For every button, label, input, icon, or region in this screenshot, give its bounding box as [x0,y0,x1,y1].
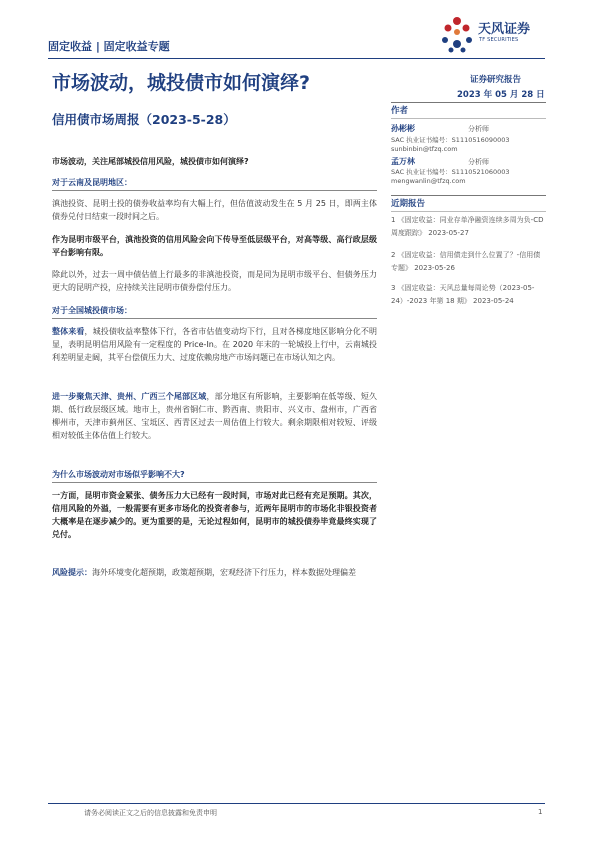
section-heading-yunnan: 对于云南及昆明地区： [52,177,377,191]
brand-name: 天风证券 [478,22,531,37]
author-name: 孙彬彬 [391,124,415,133]
authors-heading: 作者 [391,106,409,116]
paragraph-text: ，部分地区有所影响，主要影响在低等级、短久期、低行政层级区域。地市上，贵州省铜仁市、黔西南、贵阳市、兴义市、盘州市，广西省柳州市，天津市蓟州区、宝坻区、西青区过去一周估值上行较大。剩余期限相对较短、评级相对较低主体估值上行较大。 [52,392,377,440]
author-email[interactable]: sunbinbin@tfzq.com [391,145,458,153]
footer-disclaimer: 请务必阅读正文之后的信息披露和免责申明 [84,809,217,817]
recent-report-link[interactable]: 1 《固定收益：同业存单净融资连续多周为负-CD 周度跟踪》 2023-05-27 [391,216,544,237]
report-category: 固定收益 | 固定收益专题 [48,40,170,53]
author-email[interactable]: mengwanlin@tfzq.com [391,177,466,185]
recent-report-link[interactable]: 2 《固定收益：信用债走到什么位置了？-信用债专题》 2023-05-26 [391,251,541,272]
risk-warning [52,566,377,579]
page-subtitle: 信用债市场周报（2023-5-28） [52,112,236,127]
section-heading-why: 为什么市场波动对市场似乎影响不大? [52,469,377,483]
recent-divider [391,195,546,196]
risk-warning-text: 海外环境变化超预期，政策超预期，宏观经济下行压力，样本数据处理偏差 [92,568,356,577]
header-divider [48,58,545,59]
author-role: 分析师 [468,125,489,133]
page-title: 市场波动，城投债市如何演绎? [52,72,311,94]
paragraph [52,390,377,442]
paragraph-emphasis: 作为昆明市级平台，滇池投资的信用风险会向下传导至低层级平台，对高等级、高行政层级平台影响有限。 [52,235,377,257]
paragraph-lead: 进一步聚焦天津、贵州、广西三个尾部区域 [52,392,207,401]
author-role: 分析师 [468,158,489,166]
document-type: 证券研究报告 [470,75,522,85]
brand-logo-icon [440,14,474,54]
paragraph: 除此以外，过去一周中债估值上行最多的非滇池投资，而是同为昆明市级平台、但债务压力更大的昆明产投，应持续关注昆明市债券偿付压力。 [52,270,377,292]
summary-intro: 市场波动，关注尾部城投信用风险，城投债市如何演绎? [52,157,249,166]
paragraph-lead: 整体来看 [52,327,85,336]
paragraph [52,325,377,364]
risk-warning-label: 风险提示： [52,568,92,577]
recent-subdivider [391,211,546,212]
page-number: 1 [538,808,543,816]
author-name: 孟万林 [391,157,415,166]
brand-logo [440,14,550,54]
document-date: 2023 年 05 月 28 日 [457,90,545,100]
authors-subdivider [391,118,546,119]
paragraph: 滇池投资、昆明土投的债券收益率均有大幅上行，但估值波动发生在 5 月 25 日，即两主体债券兑付日结束一段时间之后。 [52,199,377,221]
author-sac: SAC 执业证书编号：S1110521060003 [391,168,510,176]
brand-name-en: TF SECURITIES [479,37,519,43]
author-sac: SAC 执业证书编号：S1110516090003 [391,136,510,144]
recent-reports-heading: 近期报告 [391,199,426,209]
authors-divider [391,102,546,103]
footer-divider [48,803,545,804]
paragraph-emphasis: 一方面，昆明市资金紧张、债务压力大已经有一段时间，市场对此已经有充足预期。其次，信用风险的外溢，一般需要有更多市场化的投资者参与，近两年昆明市的市场化非银投资者大概率是在逐步减少的。更为重要的是，无论过程如何，昆明市的城投债券毕竟最终实现了兑付。 [52,491,377,539]
section-heading-national: 对于全国城投债市场： [52,305,377,319]
paragraph-text: ，城投债收益率整体下行，各省市估值变动均下行，且对各梯度地区影响分化不明显，表明昆明信用风险有一定程度的 Price-In。在 2020 年末的一轮城投上行中，云南城投利差明显走阔，其平台偿债压力大、过度依赖房地产市场问题已在市场认知之内。 [52,327,377,362]
recent-report-link[interactable]: 3 《固定收益：天风总量每周论势（2023-05-24）-2023 年第 18 期》 2023-05-24 [391,284,535,305]
